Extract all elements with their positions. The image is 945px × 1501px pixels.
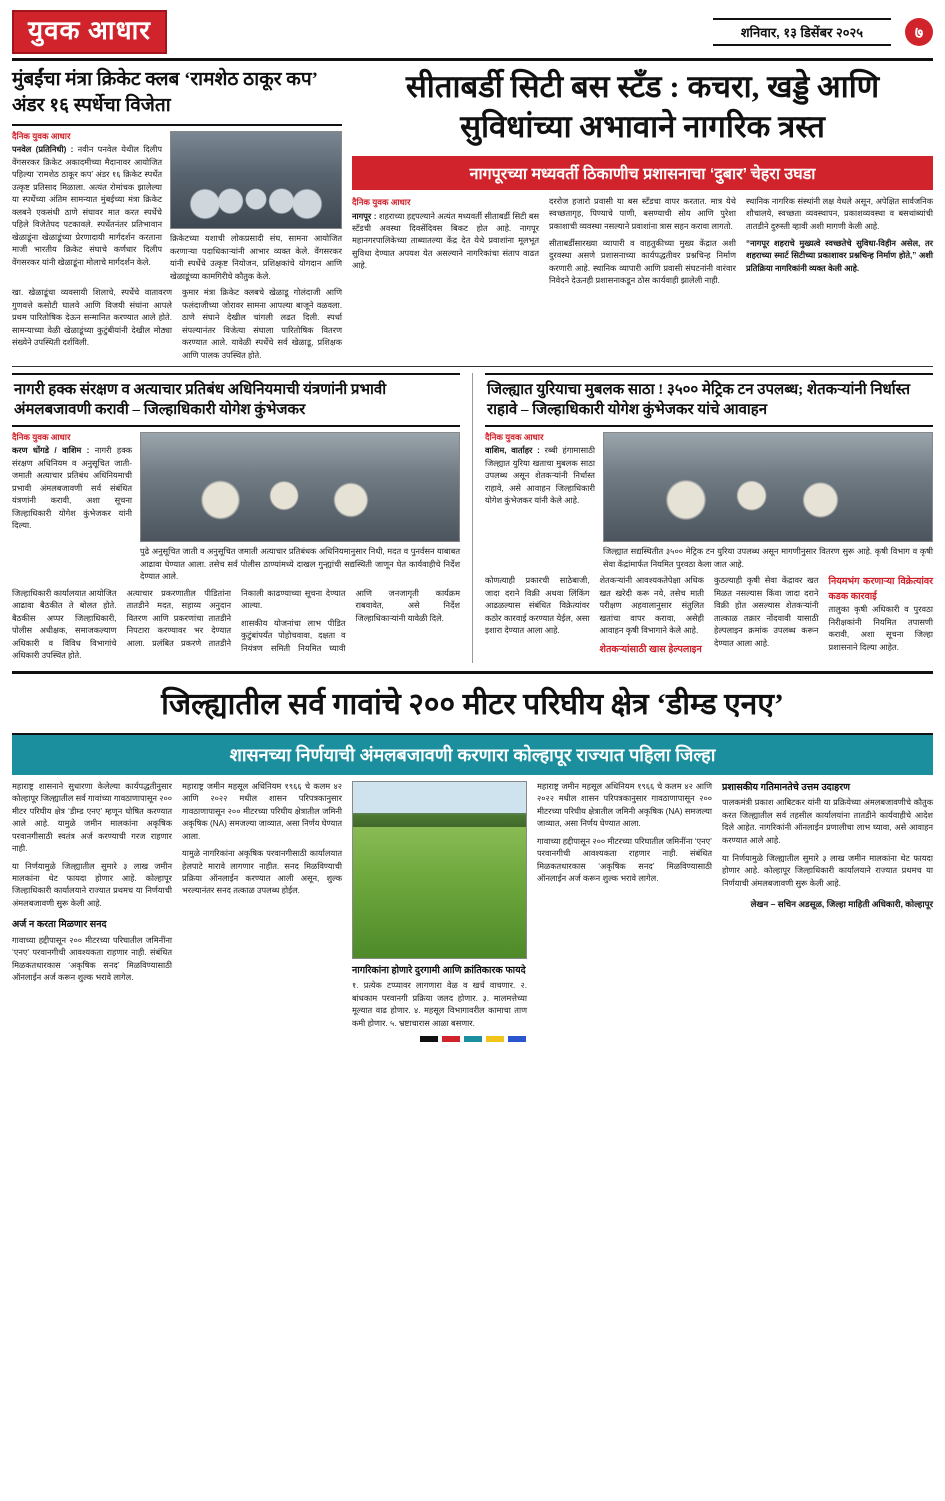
deemed-na-subhead-strip: शासनच्या निर्णयाची अंमलबजावणी करणारा कोल्हापूर राज्यात पहिला जिल्हा bbox=[12, 735, 933, 775]
issue-date: शनिवार, १३ डिसेंबर २०२५ bbox=[713, 18, 891, 46]
lead-subhead-strip: नागपूरच्या मध्यवर्ती ठिकाणीच प्रशासनाचा ‘दुबार’ चेहरा उघडा bbox=[352, 156, 933, 190]
civil-rights-body-2: जिल्हाधिकारी कार्यालयात आयोजित आढावा बैठकीत ते बोलत होते. बैठकीस अप्पर जिल्हाधिकारी, पोलीस अधीक्षक, समाजकल्याण अधिकारी व विविध विभागांचे अधिकारी उपस्थित होते. bbox=[12, 588, 117, 661]
cricket-body-1: नवीन पनवेल येथील दिलीप वेंगसरकर क्रिकेट अकादमीच्या मैदानावर आयोजित पहिल्या ‘रामशेठ ठाकूर कप’ अंडर १६ क्रिकेट स्पर्धेत उत्कृष्ट प्रतिसाद मिळाला. अत्यंत रोमांचक झालेल्या या स्पर्धेच्या अंतिम सामन्यात मुंबईच्या मंत्रा क्रिकेट क्लबने एकसंधी ठाणे संघावर मात करत स्पर्धेचे पहिले विजेतेपद पटकावले. स्पर्धेतनंतर प्रतिभावान खेळाडूंना खेळाडूंच्या प्रेरणादायी मार्गदर्शन करताना माजी भारतीय क्रिकेट संघाचे कर्णधार दिलीप वेंगसरकर यांनी खेळाडूंना मोलाचे मार्गदर्शन केले. bbox=[12, 145, 162, 267]
urea-box2-body: तालुका कृषी अधिकारी व पुरवठा निरीक्षकांनी नियमित तपासणी करावी, अशा सूचना जिल्हा प्रशासनाने दिल्या आहेत. bbox=[828, 605, 933, 652]
lead-body-4: स्थानिक नागरिक संस्थांनी लक्ष वेधले असून, अपेक्षित सार्वजनिक शौचालये, स्वच्छता व्यवस्थापन, प्रकाशव्यवस्था व बसथांब्यांची तातडीने दुरुस्ती व्हावी अशी मागणी केली आहे. bbox=[746, 196, 933, 231]
newspaper-logo: युवक आधार bbox=[12, 10, 167, 54]
column-divider bbox=[472, 373, 473, 663]
urea-body-3: कोणत्याही प्रकारची साठेबाजी, जादा दराने विक्री अथवा लिंकिंग आढळल्यास संबंधित विक्रेत्यांवर कठोर कारवाई करण्यात येईल, असा इशारा देण्यात आला आहे. bbox=[484, 576, 590, 636]
urea-box-head: शेतकऱ्यांसाठी खास हेल्पलाइन bbox=[599, 643, 702, 655]
cricket-headline: मुंबईंचा मंत्रा क्रिकेट क्लब ‘रामशेठ ठाकूर कप’ अंडर १६ स्पर्धेचा विजेता bbox=[12, 67, 342, 126]
farm-field-photo bbox=[352, 781, 527, 959]
cricket-body-4: कुमार मंत्रा क्रिकेट क्लबचे खेळाडू गोलंदाजी आणि फलंदाजीच्या जोरावर सामना आपल्या बाजूने वळवला. ठाणे संघाने देखील चांगली लढत दिली. स्पर्धा संपल्यानंतर विजेत्या संघाला पारितोषिक वितरण करण्यात आले. यावेळी स्पर्धेचे सर्व खेळाडू, प्रशिक्षक आणि पालक उपस्थित होते. bbox=[182, 288, 342, 360]
deemed-na-sub3: प्रशासकीय गतिमानतेचे उत्तम उदाहरण bbox=[722, 781, 850, 793]
deemed-na-body-1: महाराष्ट्र शासनाने सुधारणा केलेल्या कार्यपद्धतीनुसार कोल्हापूर जिल्ह्यातील सर्व गावांच्या गावठाणापासून २०० मीटर परिघीय क्षेत्र ‘डीम्ड एनए’ म्हणून घोषित करण्यात आले आहे. यामुळे जमीन मालकांना अकृषिक परवानगीसाठी स्वतंत्र अर्ज करण्याची गरज राहणार नाही. bbox=[12, 781, 172, 854]
lead-body-1: शहराच्या हद्दपल्याने अत्यंत मध्यवर्ती सीताबर्डी सिटी बस स्टॅंडची अवस्था दिवसेंदिवस बिकट होत आहे. नागपूर महानगरपालिकेच्या ताब्यातल्या केंद्र देत येथे प्रवाशांना मूलभूत सुविधा देण्यात अपयश येत असल्याने नागरिकांचा संताप वाढत आहे. bbox=[352, 211, 540, 271]
deemed-na-sub1-body: गावाच्या हद्दीपासून २०० मीटरच्या परिघातील जमिनींना ‘एनए’ परवानगीची आवश्यकता राहणार नाही. संबंधित मिळकतधारकास ‘अकृषिक सनद’ मिळविण्यासाठी ऑनलाईन अर्ज करून शुल्क भरावे लागेल. bbox=[12, 935, 172, 983]
masthead-right bbox=[713, 18, 933, 46]
urea-byline: दैनिक युवक आधार bbox=[484, 432, 544, 443]
civil-rights-body-4: पुढे अनुसूचित जाती व अनुसूचित जमाती अत्याचार प्रतिबंधक अधिनियमानुसार निधी, मदत व पुनर्वसन याबाबत आढावा घेण्यात आला. तसेच सर्व पोलीस ठाण्यांमध्ये दाखल गुन्ह्यांची सद्यस्थिती जाणून घेत कार्यवाहीचे निर्देश देण्यात आले. bbox=[140, 547, 461, 582]
cricket-body-2: क्रिकेटच्या यशाची लोकप्रसादी संघ, सामना आयोजित करणाऱ्या पदाधिकाऱ्यांनी आभार व्यक्त केले. वेंगसरकर यांनी स्पर्धेचे उत्कृष्ट नियोजन, प्रशिक्षकांचे योगदान आणि खेळाडूंच्या कामगिरीचे कौतुक केले. bbox=[170, 234, 342, 281]
civil-rights-body-5: शासकीय योजनांचा लाभ पीडित कुटुंबांपर्यंत पोहोचवावा, दक्षता व नियंत्रण समिती नियमित घ्यावी आणि जनजागृती कार्यक्रम राबवावेत, असे निर्देश जिल्हाधिकाऱ्यांनी यावेळी दिले. bbox=[241, 588, 460, 653]
lead-body-2: दररोज हजारो प्रवासी या बस स्टॅंडचा वापर करतात. मात्र येथे स्वच्छतागृह, पिण्याचे पाणी, बसण्याची सोय आणि पुरेशा प्रकाशाची व्यवस्था नसल्याने प्रवाशांना त्रास सहन करावा लागतो. bbox=[549, 196, 736, 231]
lead-story bbox=[352, 67, 933, 362]
civil-rights-story bbox=[12, 373, 460, 663]
mid-zone bbox=[12, 373, 933, 663]
urea-review-meeting-photo bbox=[603, 432, 933, 542]
cricket-byline: दैनिक युवक आधार bbox=[12, 131, 71, 142]
urea-stock-story bbox=[485, 373, 933, 663]
top-zone bbox=[12, 67, 933, 362]
lead-quote: “नागपूर शहराचे मुख्यत्वे स्वच्छतेचे सुविधा-विहीन असेल, तर शहराच्या स्मार्ट सिटीच्या प्रकाशावर प्रश्नचिन्ह निर्माण होते,” अशी प्रतिक्रिया नागरिकांनी व्यक्त केली आहे. bbox=[746, 239, 933, 273]
article-signoff: लेखन – सचिन अडसूळ, जिल्हा माहिती अधिकारी, कोल्हापूर bbox=[750, 899, 933, 910]
cricket-team-photo bbox=[170, 131, 342, 229]
urea-body-1: रब्बी हंगामासाठी जिल्ह्यात युरिया खताचा मुबलक साठा उपलब्ध असून शेतकऱ्यांनी निर्धास्त राहावे, असे आवाहन जिल्हाधिकारी योगेश कुंभेजकर यांनी केले आहे. bbox=[484, 446, 595, 506]
deemed-na-body-3-dup: महाराष्ट्र जमीन महसूल अधिनियम १९६६ चे कलम ४२ आणि २०२२ मधील शासन परिपत्रकानुसार गावठाणापासून २०० मीटरच्या परिघीय क्षेत्रातील जमिनी अकृषिक (NA) समजल्या जाव्यात, असा निर्णय घेण्यात आला. bbox=[537, 781, 712, 829]
deemed-na-body bbox=[12, 781, 933, 1030]
urea-box2-head: नियमभंग करणाऱ्या विक्रेत्यांवर कडक कारवाई bbox=[828, 576, 933, 602]
deemed-na-sub1: अर्ज न करता मिळणार सनद bbox=[12, 919, 107, 931]
deemed-na-sub1-body-dup: गावाच्या हद्दीपासून २०० मीटरच्या परिघातील जमिनींना ‘एनए’ परवानगीची आवश्यकता राहणार नाही. संबंधित मिळकतधारकास ‘अकृषिक सनद’ मिळविण्यासाठी ऑनलाईन अर्ज करून शुल्क भरावे लागेल. bbox=[537, 836, 712, 883]
deemed-na-sub2: नागरिकांना होणारे दुरगामी आणि क्रांतिकारक फायदे bbox=[352, 964, 526, 976]
lead-dateline: नागपूर : bbox=[352, 211, 377, 221]
deemed-na-sub3-body: पालकमंत्री प्रकाश आबिटकर यांनी या प्रक्रियेच्या अंमलबजावणीचे कौतुक करत जिल्ह्यातील सर्व तहसील कार्यालयांना तातडीने कार्यवाहीचे आदेश दिले आहेत. नागरिकांनी ऑनलाईन प्रणालीचा लाभ घ्यावा, असे आवाहन करण्यात आले आहे. bbox=[722, 798, 933, 845]
deemed-na-body-4: यामुळे नागरिकांना अकृषिक परवानगीसाठी कार्यालयात हेलपाटे मारावे लागणार नाहीत. सनद मिळविण्याची प्रक्रिया ऑनलाईन करण्यात आली असून, शुल्क भरल्यानंतर सनद तत्काळ उपलब्ध होईल. bbox=[182, 849, 342, 896]
urea-body-4: शेतकऱ्यांनी आवश्यकतेपेक्षा अधिक खत खरेदी करू नये, तसेच माती परीक्षण अहवालानुसार संतुलित खतांचा वापर करावा, असेही आवाहन कृषी विभागाने केले आहे. bbox=[599, 576, 704, 636]
deemed-na-body-3: महाराष्ट्र जमीन महसूल अधिनियम १९६६ चे कलम ४२ आणि २०२२ मधील शासन परिपत्रकानुसार गावठाणापासून २०० मीटरच्या परिघीय क्षेत्रातील जमिनी अकृषिक (NA) समजल्या जाव्यात, असा निर्णय घेण्यात आला. bbox=[182, 781, 342, 841]
civil-rights-byline: दैनिक युवक आधार bbox=[12, 432, 71, 443]
collector-meeting-photo bbox=[140, 432, 460, 542]
color-registration-marks bbox=[12, 1036, 933, 1042]
urea-dateline: वाशिम, वार्ताहर : bbox=[484, 446, 540, 456]
lead-headline: सीताबर्डी सिटी बस स्टॅंड : कचरा, खड्डे आणि सुविधांच्या अभावाने नागरिक त्रस्त bbox=[405, 69, 880, 145]
deemed-na-body-2: या निर्णयामुळे जिल्ह्यातील सुमारे ३ लाख जमीन मालकांना थेट फायदा होणार आहे. कोल्हापूर जिल्हाधिकारी कार्यालयाने राज्यात प्रथमच या निर्णयाची अंमलबजावणी सुरू केली आहे. bbox=[12, 861, 172, 908]
page-number-badge: ७ bbox=[905, 18, 933, 46]
urea-box-body: कुठल्याही कृषी सेवा केंद्रावर खत मिळत नसल्यास किंवा जादा दराने विक्री होत असल्यास शेतकऱ्यांनी तात्काळ तक्रार नोंदवावी यासाठी हेल्पलाइन क्रमांक उपलब्ध करून देण्यात आला आहे. bbox=[713, 576, 819, 648]
deemed-na-body-2-dup: या निर्णयामुळे जिल्ह्यातील सुमारे ३ लाख जमीन मालकांना थेट फायदा होणार आहे. कोल्हापूर जिल्हाधिकारी कार्यालयाने राज्यात प्रथमच या निर्णयाची अंमलबजावणी सुरू केली आहे. bbox=[722, 854, 933, 888]
cricket-body-3: खा. खेळाडूंचा व्यवसायी शिलाचे, स्पर्धेचे वातावरण गुणवत्ते कसोटी घालवे आणि विजयी संघांना आपले प्रथम पारितोषिक देऊन सन्मानित करण्यात आले होते. सामन्याच्या वेळी खेळाडूंच्या कुटुंबीयांनी देखील मोठ्या संख्येने उपस्थिती दर्शविली. bbox=[12, 288, 172, 348]
civil-rights-headline: नागरी हक्क संरक्षण व अत्याचार प्रतिबंध अधिनियमाची यंत्रणांनी प्रभावी अंमलबजावणी करावी – जिल्हाधिकारी योगेश कुंभेजकर bbox=[12, 373, 460, 428]
urea-headline: जिल्ह्यात युरियाचा मुबलक साठा ! ३५०० मेट्रिक टन उपलब्ध; शेतकऱ्यांनी निर्धास्त राहावे – जिल्हाधिकारी योगेश कुंभेजकर यांचे आवाहन bbox=[485, 373, 933, 428]
urea-body-2: जिल्ह्यात सद्यस्थितीत ३५०० मेट्रिक टन युरिया उपलब्ध असून मागणीनुसार वितरण सुरू आहे. कृषी विभाग व कृषी सेवा केंद्रांमार्फत नियमित पुरवठा केला जात आहे. bbox=[602, 547, 933, 569]
lead-byline: दैनिक युवक आधार bbox=[352, 196, 411, 207]
civil-rights-body-1: नागरी हक्क संरक्षण अधिनियम व अनुसूचित जाती-जमाती अत्याचार प्रतिबंध अधिनियमाची प्रभावी अंमलबजावणी सर्व संबंधित यंत्रणांनी करावी, अशा सूचना जिल्हाधिकारी योगेश कुंभेजकर यांनी दिल्या. bbox=[12, 446, 133, 531]
civil-rights-dateline: करण धोंगडे / वाशिम : bbox=[12, 446, 90, 456]
cricket-story bbox=[12, 67, 342, 362]
deemed-na-headline: जिल्ह्यातील सर्व गावांचे २०० मीटर परिघीय क्षेत्र ‘डीम्ड एनए’ bbox=[12, 671, 933, 735]
deemed-na-sub2-body: १. प्रत्येक टप्प्यावर लागणारा वेळ व खर्च वाचणार. २. बांधकाम परवानगी प्रक्रिया जलद होणार. ३. मालमत्तेच्या मूल्यात वाढ होणार. ४. महसूल विभागावरील कामाचा ताण कमी होणार. ५. भ्रष्टाचारास आळा बसणार. bbox=[352, 981, 527, 1028]
civil-rights-body-3: अत्याचार प्रकरणातील पीडितांना तातडीने मदत, सहाय्य अनुदान वितरण आणि प्रकरणांचा तातडीने निपटारा करण्यावर भर देण्यात आला. प्रलंबित प्रकरणे तातडीने निकाली काढण्याच्या सूचना देण्यात आल्या. bbox=[126, 588, 346, 648]
cricket-dateline: पनवेल (प्रतिनिधी) : bbox=[12, 145, 74, 155]
lead-body-3: सीताबर्डीसारख्या व्यापारी व वाहतुकीच्या मुख्य केंद्रात अशी दुरवस्था असणे प्रशासनाच्या कार्यपद्धतीवर प्रश्नचिन्ह निर्माण करणारी आहे. स्थानिक व्यापारी आणि प्रवासी संघटनांनी वारंवार निवेदने देऊनही प्रशासनाकडून ठोस कार्यवाही झालेली नाही. bbox=[549, 239, 736, 286]
masthead bbox=[12, 10, 933, 61]
